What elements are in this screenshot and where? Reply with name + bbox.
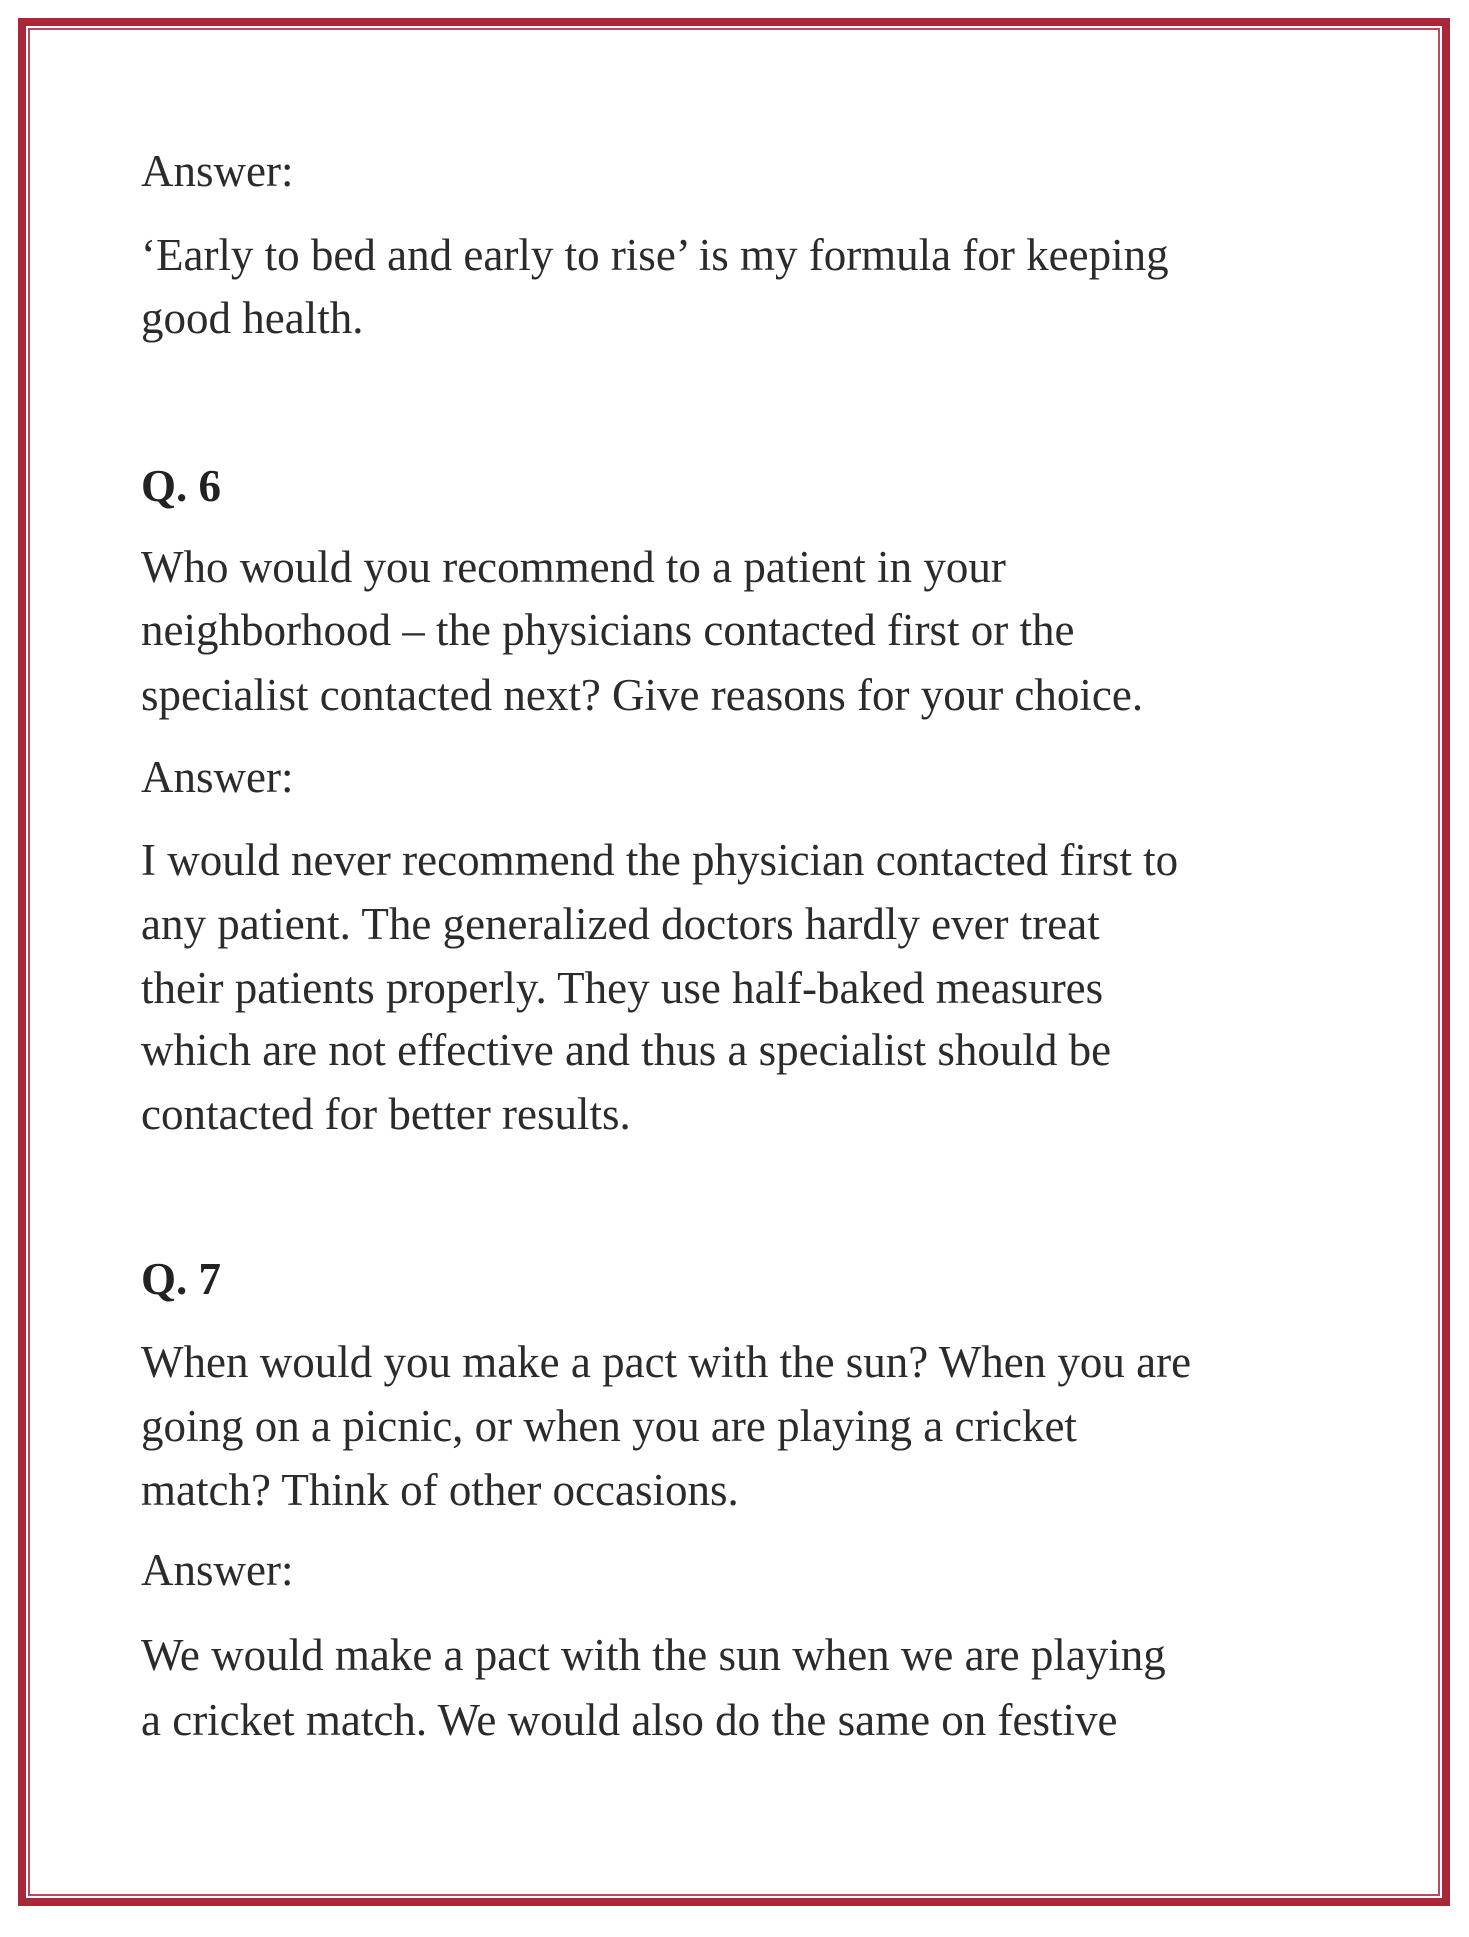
text-line: ‘Early to bed and early to rise’ is my formula for keeping: [141, 230, 1169, 280]
text-line: We would make a pact with the sun when we are playing: [141, 1630, 1166, 1680]
text-line: match? Think of other occasions.: [141, 1465, 739, 1515]
text-line: Who would you recommend to a patient in your: [141, 542, 1006, 592]
question-7-heading: Q. 7: [141, 1254, 222, 1304]
text-line: I would never recommend the physician contacted first to: [141, 835, 1179, 885]
text-line: which are not effective and thus a specialist should be: [141, 1025, 1112, 1075]
answer-6-label: Answer:: [141, 752, 294, 802]
text-line: their patients properly. They use half-baked measures: [141, 963, 1104, 1013]
answer-5-label: Answer:: [141, 146, 294, 196]
text-line: a cricket match. We would also do the same on festive: [141, 1695, 1118, 1745]
answer-7-label: Answer:: [141, 1545, 294, 1595]
text-line: When would you make a pact with the sun? When you are: [141, 1337, 1192, 1387]
text-line: any patient. The generalized doctors hardly ever treat: [141, 899, 1100, 949]
text-line: contacted for better results.: [141, 1089, 631, 1139]
text-line: neighborhood – the physicians contacted first or the: [141, 605, 1075, 655]
text-line: going on a picnic, or when you are playing a cricket: [141, 1401, 1077, 1451]
text-line: specialist contacted next? Give reasons for your choice.: [141, 670, 1144, 720]
text-line: good health.: [141, 293, 364, 343]
question-6-heading: Q. 6: [141, 461, 222, 511]
